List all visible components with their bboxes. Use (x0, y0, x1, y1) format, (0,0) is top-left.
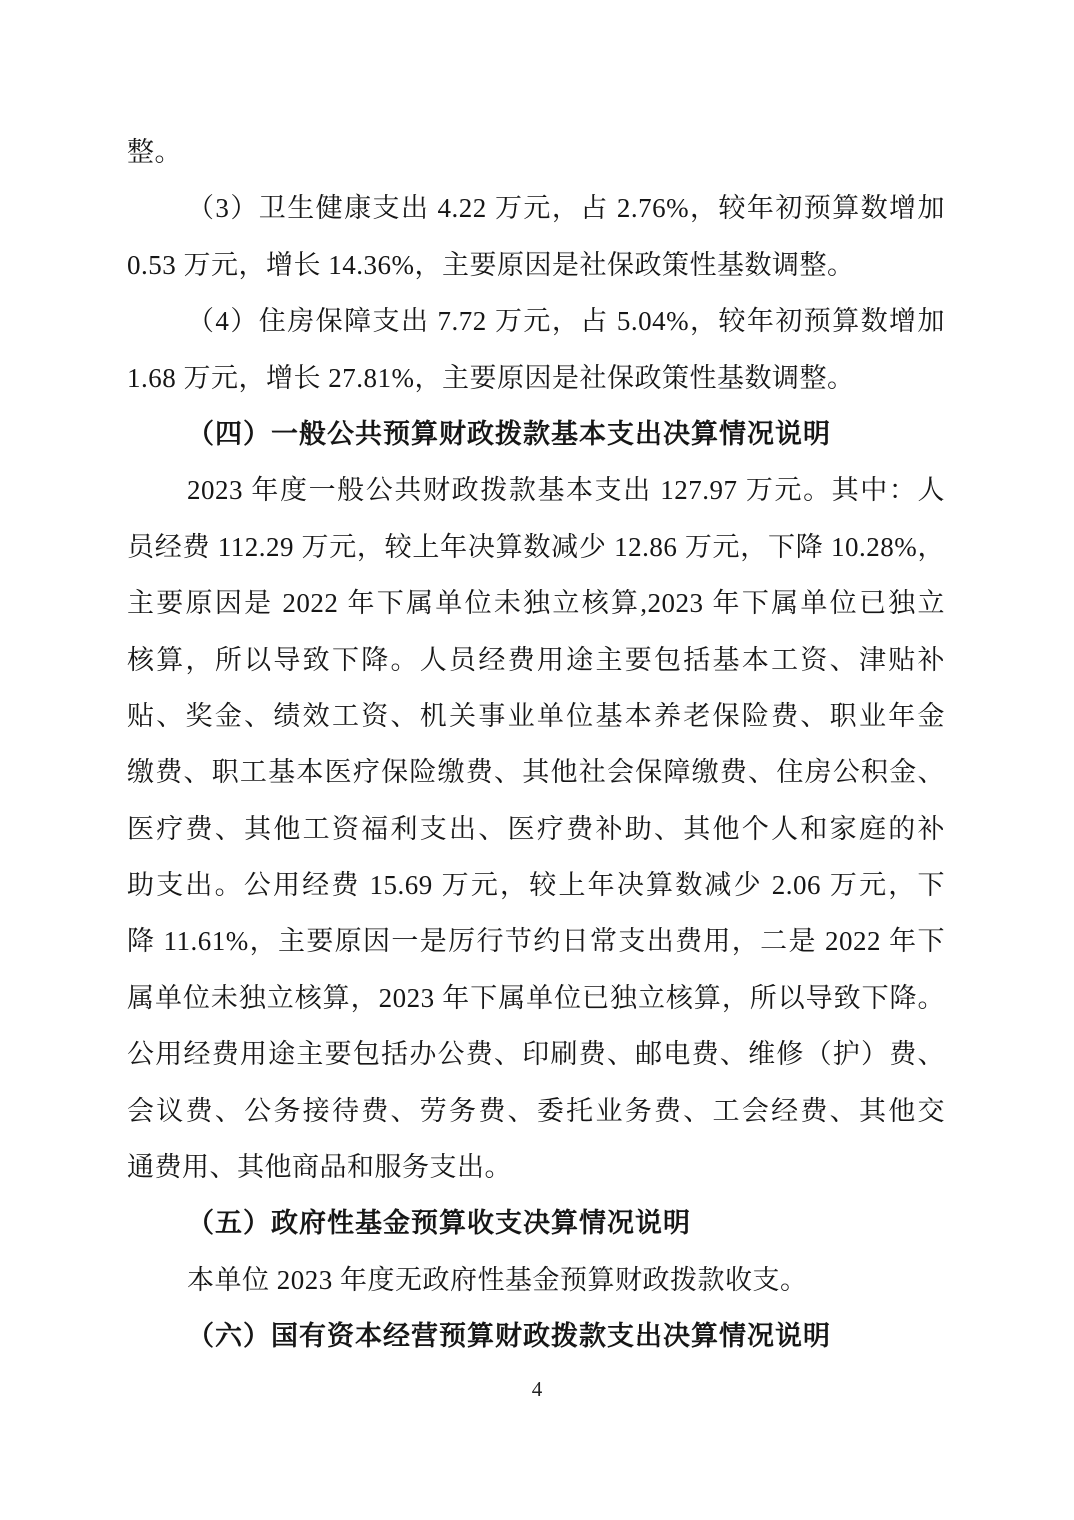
text-line: 0.53 万元，增长 14.36%，主要原因是社保政策性基数调整。 (127, 249, 855, 280)
text-line: 通费用、其他商品和服务支出。 (127, 1152, 512, 1183)
text-line: （4）住房保障支出 7.72 万元，占 5.04%，较年初预算数增加 (187, 306, 945, 337)
text-line: 属单位未独立核算，2023 年下属单位已独立核算，所以导致下降。 (127, 982, 945, 1013)
text-line: 会议费、公务接待费、劳务费、委托业务费、工会经费、其他交 (127, 1095, 945, 1126)
page-number: 4 (531, 1377, 543, 1401)
document-body (127, 124, 945, 1365)
text-line: 核算，所以导致下降。人员经费用途主要包括基本工资、津贴补 (127, 644, 945, 675)
text-line: 1.68 万元，增长 27.81%，主要原因是社保政策性基数调整。 (127, 362, 855, 393)
text-line: 贴、奖金、绩效工资、机关事业单位基本养老保险费、职业年金 (127, 700, 945, 731)
text-line: 本单位 2023 年度无政府性基金预算财政拨款收支。 (187, 1264, 808, 1295)
text-line: 降 11.61%，主要原因一是厉行节约日常支出费用，二是 2022 年下 (127, 926, 945, 957)
section-heading: （四）一般公共预算财政拨款基本支出决算情况说明 (187, 418, 831, 449)
text-line: 缴费、职工基本医疗保险缴费、其他社会保障缴费、住房公积金、 (127, 757, 945, 788)
text-line: 公用经费用途主要包括办公费、印刷费、邮电费、维修（护）费、 (127, 1039, 945, 1070)
text-line: 主要原因是 2022 年下属单位未独立核算,2023 年下属单位已独立 (127, 588, 945, 619)
text-line: （3）卫生健康支出 4.22 万元，占 2.76%，较年初预算数增加 (187, 193, 945, 224)
text-line: 医疗费、其他工资福利支出、医疗费补助、其他个人和家庭的补 (127, 813, 945, 844)
text-line: 整。 (127, 137, 182, 167)
text-line: 助支出。公用经费 15.69 万元，较上年决算数减少 2.06 万元，下 (127, 870, 945, 901)
section-heading: （五）政府性基金预算收支决算情况说明 (187, 1208, 691, 1239)
section-heading: （六）国有资本经营预算财政拨款支出决算情况说明 (187, 1321, 831, 1352)
text-line: 员经费 112.29 万元，较上年决算数减少 12.86 万元，下降 10.28%， (127, 531, 945, 562)
text-line: 2023 年度一般公共财政拨款基本支出 127.97 万元。其中：人 (187, 475, 945, 506)
